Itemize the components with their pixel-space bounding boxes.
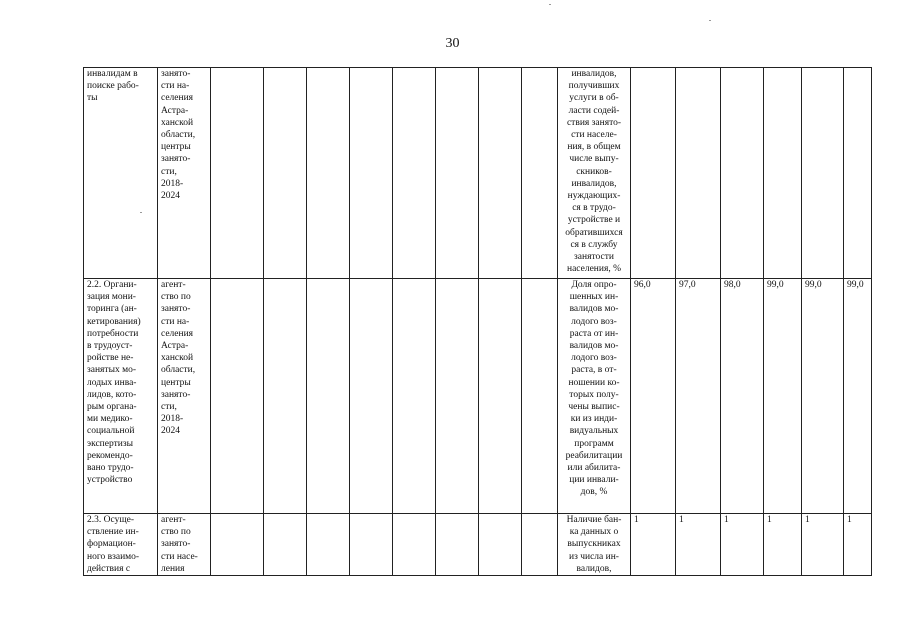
empty-cell [264,68,307,279]
empty-cell [211,68,264,279]
value-cell [802,68,844,279]
executor-cell: агент- ство по занято- сти насе- ления [158,514,211,576]
empty-cell [479,514,522,576]
value-cell: 1 [721,514,764,576]
table-row [84,68,872,279]
page-number: 30 [445,36,460,51]
executor-cell: агент- ство по занято- сти на- селения Астра- ханской области, центры занято- сти, 2018- 2024 [158,279,211,514]
empty-cell [393,279,436,514]
empty-cell [522,279,558,514]
empty-cell [479,68,522,279]
value-cell [764,68,802,279]
empty-cell [436,279,479,514]
empty-cell [350,279,393,514]
value-cell: 1 [764,514,802,576]
value-cell: 1 [844,514,872,576]
executor-cell: занято- сти на- селения Астра- ханской области, центры занято- сти, 2018- 2024 [158,68,211,279]
indicator-cell: Доля опро- шенных ин- валидов мо- лодого воз- раста от ин- валидов мо- лодого воз- раста, в от- ношении ко- торых полу- чены выпис- ки из инди- видуальных программ реабилитации или абилита- ции инвали- дов, % [558,279,631,514]
empty-cell [307,68,350,279]
measure-name-cell: инвалидам в поиске рабо- ты [84,68,158,279]
scan-speck [549,4,551,5]
value-cell: 1 [631,514,676,576]
empty-cell [211,279,264,514]
value-cell: 96,0 [631,279,676,514]
value-cell [676,68,721,279]
value-cell: 97,0 [676,279,721,514]
empty-cell [522,514,558,576]
scan-speck [140,212,142,213]
value-cell [721,68,764,279]
empty-cell [436,514,479,576]
measure-name-cell: 2.3. Осуще- ствление ин- формацион- ного взаимо- действия с [84,514,158,576]
empty-cell [307,279,350,514]
scan-speck [709,20,711,21]
value-cell [631,68,676,279]
value-cell: 99,0 [844,279,872,514]
empty-cell [307,514,350,576]
empty-cell [264,279,307,514]
empty-cell [393,68,436,279]
empty-cell [350,68,393,279]
empty-cell [479,279,522,514]
empty-cell [393,514,436,576]
empty-cell [350,514,393,576]
empty-cell [264,514,307,576]
value-cell: 1 [802,514,844,576]
value-cell: 1 [676,514,721,576]
indicator-cell: инвалидов, получивших услуги в об- ласти содей- ствия занято- сти населе- ния, в общем числе выпу- скников- инвалидов, нуждающих- ся в трудо- устройстве и обратившихся ся в службу занятости населения, % [558,68,631,279]
empty-cell [522,68,558,279]
empty-cell [211,514,264,576]
program-table [83,67,872,576]
indicator-cell: Наличие бан- ка данных о выпускниках из числа ин- валидов, [558,514,631,576]
value-cell: 98,0 [721,279,764,514]
value-cell [844,68,872,279]
empty-cell [436,68,479,279]
value-cell: 99,0 [764,279,802,514]
value-cell: 99,0 [802,279,844,514]
measure-name-cell: 2.2. Органи- зация мони- торинга (ан- кетирования) потребности в трудоуст- ройстве не- занятых мо- лодых инва- лидов, кото- рым органа- ми медико- социальной экспертизы рекомендо- вано трудо- устройство [84,279,158,514]
table-row [84,514,872,576]
table-row [84,279,872,514]
